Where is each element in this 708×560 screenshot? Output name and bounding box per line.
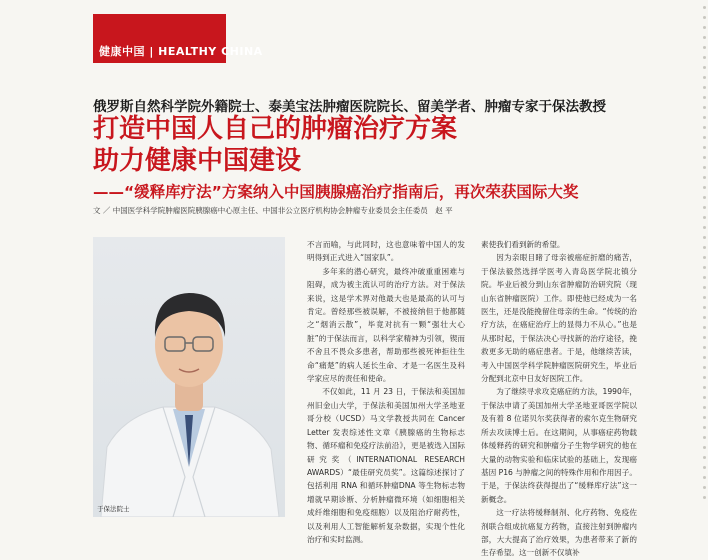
paragraph: 因为亲眼目睹了母亲被癌症折磨的痛苦，于保法毅然选择学医考入青岛医学院北镇分院。毕业后被分到山东省肿瘤防治研究院（现山东省肿瘤医院）工作。即使他已经成为一名医生，还是没能挽留住母亲的生命。“传统的治疗方法，在癌症治疗上的显得力不从心。”也是从那时起，于保法决心寻找新的治疗途径，挽救更多无助的癌症患者。于是，他继续苦读，考入中国医学科学院肿瘤医院研究生，毕业后分配到北京中日友好医院工作。 (481, 253, 637, 384)
page-edge-dots (703, 6, 707, 521)
deck-subtitle: ——“缓释库疗法”方案纳入中国胰腺癌治疗指南后，再次荣获国际大奖 (93, 183, 579, 201)
subheadline: 俄罗斯自然科学院外籍院士、泰美宝法肿瘤医院院长、留美学者、肿瘤专家于保法教授 (93, 99, 606, 115)
paragraph: 素使我们看到新的希望。 (481, 240, 565, 249)
portrait-figure (93, 237, 285, 517)
paragraph: 为了继续寻求攻克癌症的方法，1990年，于保法申请了美国加州大学圣地亚哥医学院以及有着 8 位诺贝尔奖获得者的索尔克生物研究所去攻读博士后。在这期间，从事癌症药物载体缓释药的研究和肿瘤分子生物学研究的他在大量的动物实验和临床试验的基础上，发现癌基因 P16 与肿瘤之间的特殊作用和作用因子。于是，于保法终获得提出了“缓释库疗法”这一新概念。 (481, 387, 638, 504)
article-title (93, 113, 457, 177)
section-tag: 健康中国 | HEALTHY CHINA (93, 14, 226, 63)
paragraph: 多年来的潜心研究，最终冲破重重困难与阻碍，成为被主流认可的治疗方法。对于保法来说，这是学术界对他最大也是最高的认可与肯定。曾经那些被误解，不被接纳但于他都随之“烟消云散”，毕竟对抗有一颗“强壮大心脏”的于保法而言，以科学家精神为引领，锲而不舍且不畏众多患者，帮助那些被死神拒往生命“痛楚”的病人延长生命、才是一名医生及科学家应尽的责任和使命。 (307, 266, 465, 384)
portrait-photo (93, 237, 285, 517)
byline: 文 ／ 中国医学科学院肿瘤医院胰腺癌中心原主任、中国非公立医疗机构协会肿瘤专业委员会主任委员 赵 平 (93, 206, 453, 215)
paragraph: 不言而喻，与此同时，这也意味着中国人的发明得到正式进入“国家队”。 (307, 240, 465, 263)
title-line-2: 助力健康中国建设 (93, 146, 302, 176)
paragraph: 不仅如此，11 月 23 日，于保法和美国加州旧金山大学，于保法和美国加州大学圣地亚哥分校（UCSD）马文学教授共同在 Cancer Letter 发表综述性文章《胰腺癌的生物标志物、循环瘤和免疫疗法前沿》，更是被选入国际研究奖（INTERNATIONAL RESEARCH AWARDS）“最佳研究员奖”。这篇综述探讨了包括利用 RNA 和循环肿瘤DNA 等生物标志物增就早期诊断、分析肿瘤微环境（如细胞相关成纤维细胞和免疫细胞）以及阻治疗耐药性，以及利用人工智能解析复杂数据，实现个性化治疗和实时监测。 (307, 387, 465, 544)
photo-caption: 于保法院士 (97, 505, 130, 513)
article-column-1 (307, 238, 465, 546)
article-column-2 (481, 238, 637, 560)
title-line-1: 打造中国人自己的肿瘤治疗方案 (93, 114, 458, 144)
paragraph: 这一疗法将缓释制剂、化疗药物、免疫佐剂联合组成抗癌复方药物，直接注射到肿瘤内部，大大提高了治疗效果，为患者带来了新的生存希望。这一创新不仅填补 (481, 508, 637, 558)
